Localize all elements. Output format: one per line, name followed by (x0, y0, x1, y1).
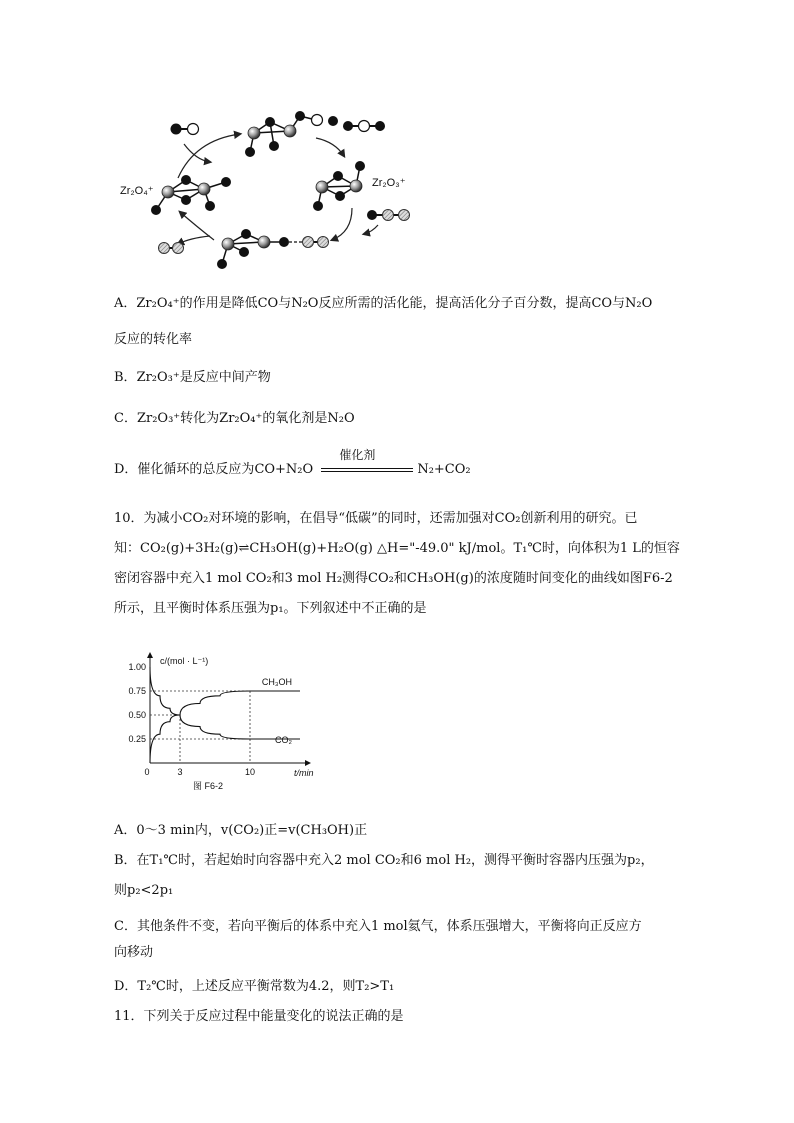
q10-option-d: D．T₂℃时，上述反应平衡常数为4.2，则T₂>T₁ (114, 979, 395, 994)
n2o-molecule-icon (367, 210, 410, 221)
zr2o4-co-complex-icon (245, 111, 338, 157)
arrow-icon (332, 208, 352, 240)
q10-stem-line4: 所示，且平衡时体系压强为p₁。下列叙述中不正确的是 (114, 601, 427, 616)
co2-molecule-icon (343, 121, 385, 132)
cluster-label-right: Zr₂O₃⁺ (372, 177, 406, 189)
arrow-icon (364, 225, 378, 234)
co-molecule-icon (171, 124, 199, 135)
figure-caption: 图 F6-2 (192, 781, 224, 791)
series-line-ch3oh (150, 691, 300, 763)
y-axis-label: c/(mol · L⁻¹) (160, 656, 209, 666)
n2-molecule-icon (159, 243, 184, 254)
series-label: CH₃OH (261, 677, 292, 687)
q10-option-a: A．0～3 min内，v(CO₂)正=v(CH₃OH)正 (114, 823, 368, 838)
catalytic-cycle-diagram (0, 0, 794, 280)
q10-option-c-line2: 向移动 (114, 945, 154, 960)
x-tick-label: 3 (177, 767, 183, 777)
q9-option-c: C．Zr₂O₃⁺转化为Zr₂O₄⁺的氧化剂是N₂O (114, 411, 355, 426)
q9-option-a-line1: A．Zr₂O₄⁺的作用是降低CO与N₂O反应所需的活化能，提高活化分子百分数，提高CO与N₂O (114, 296, 653, 311)
q10-option-b-line2: 则p₂<2p₁ (114, 883, 174, 898)
series-label: CO₂ (275, 735, 292, 745)
x-tick-label: 0 (144, 767, 150, 777)
arrow-icon (178, 134, 240, 178)
y-tick-label: 0.75 (128, 686, 146, 696)
q10-stem-line1: 10．为减小CO₂对环境的影响，在倡导“低碳”的同时，还需加强对CO₂创新利用的研究。已 (114, 511, 638, 526)
cluster-label-left: Zr₂O₄⁺ (120, 185, 154, 197)
zr2o3-cluster-icon (313, 161, 365, 211)
q9-option-d: D．催化循环的总反应为CO+N₂O 催化剂 N₂+CO₂ (114, 448, 471, 477)
q11-stem: 11．下列关于反应过程中能量变化的说法正确的是 (114, 1009, 404, 1024)
q10-stem-line3: 密闭容器中充入1 mol CO₂和3 mol H₂测得CO₂和CH₃OH(g)的浓度随时间变化的曲线如图F6-2 (114, 571, 673, 586)
q10-option-c-line1: C．其他条件不变，若向平衡后的体系中充入1 mol氦气，体系压强增大，平衡将向正反应方 (114, 919, 642, 934)
q9-option-b: B．Zr₂O₃⁺是反应中间产物 (114, 370, 271, 385)
concentration-time-chart (118, 645, 318, 795)
q9-option-a-line2: 反应的转化率 (114, 332, 193, 347)
q10-stem-line2: 知：CO₂(g)+3H₂(g)⇌CH₃OH(g)+H₂O(g) △H="-49.0" kJ/mol。T₁℃时，向体积为1 L的恒容 (114, 541, 680, 556)
arrow-icon (316, 138, 344, 156)
zr2o4-cluster-icon (151, 175, 231, 215)
x-axis-label: t/min (294, 768, 314, 778)
catalyst-arrow: 催化剂 (317, 462, 417, 478)
arrow-icon (178, 236, 210, 244)
arrow-icon (184, 144, 210, 162)
y-tick-label: 0.50 (128, 710, 146, 720)
y-tick-label: 0.25 (128, 734, 146, 744)
zr2o3-n2o-complex-icon (217, 229, 329, 269)
y-tick-label: 1.00 (128, 662, 146, 672)
x-tick-label: 10 (244, 767, 256, 777)
q10-option-b-line1: B．在T₁℃时，若起始时向容器中充入2 mol CO₂和6 mol H₂，测得平衡时容器内压强为p₂， (114, 853, 654, 868)
